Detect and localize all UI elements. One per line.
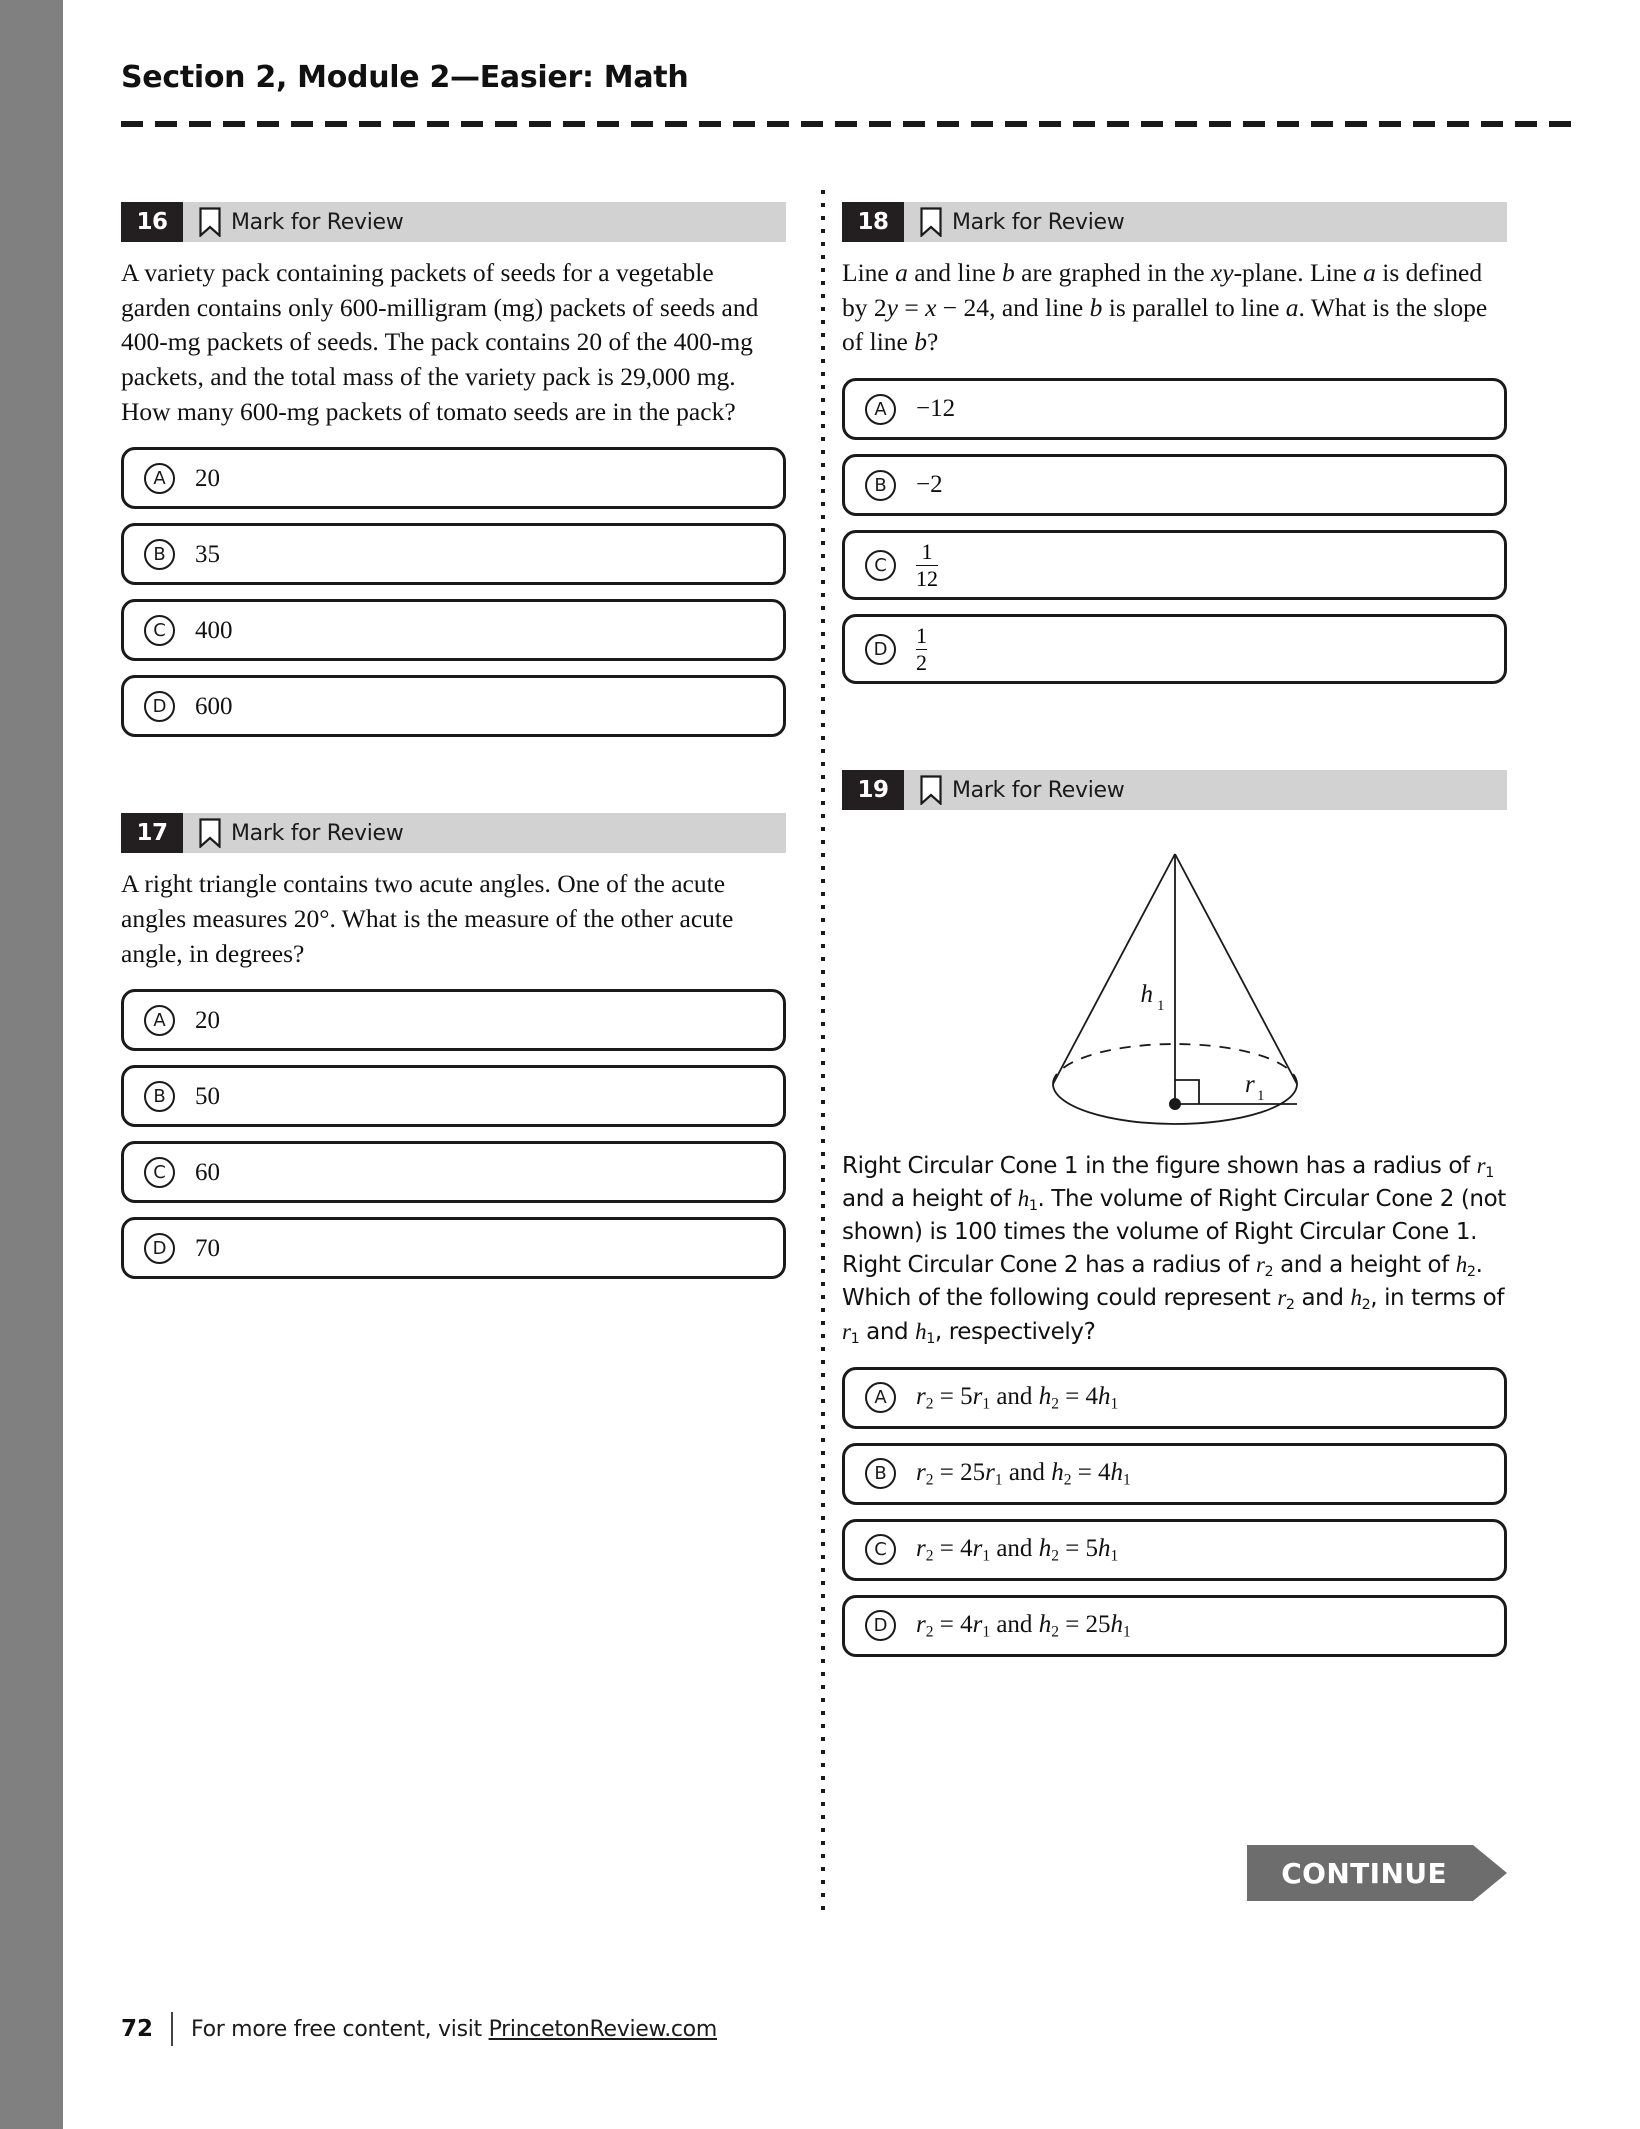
choice-18-C[interactable] — [842, 530, 1507, 600]
bookmark-icon — [920, 207, 942, 237]
question-16 — [121, 202, 786, 737]
choice-18-D-fraction — [916, 624, 927, 673]
choice-16-C[interactable] — [121, 599, 786, 661]
continue-row — [842, 1845, 1507, 1901]
mark-for-review-19[interactable] — [904, 770, 1124, 810]
svg-text:h: h — [1140, 981, 1153, 1009]
question-18-text: Line a and line b are graphed in the xy-plane. Line a is defined by 2y = x − 24, and line b is parallel to line a. What is the slope of line b? — [842, 258, 1488, 357]
footer-page-number: 72 — [121, 2016, 154, 2042]
footer-link[interactable]: PrincetonReview.com — [488, 2016, 717, 2042]
question-17-choices — [121, 989, 786, 1279]
question-18-header — [842, 202, 1507, 242]
choice-16-A-text: 20 — [195, 464, 220, 492]
footer-text — [191, 2017, 717, 2042]
question-17 — [121, 813, 786, 1279]
choice-18-D[interactable] — [842, 614, 1507, 684]
choice-bubble-A: A — [144, 1005, 175, 1036]
mark-for-review-18-label: Mark for Review — [952, 209, 1125, 235]
choice-19-A-text: $r_2 = 5r_1$ and $h_2 = 4h_1$ — [916, 1383, 1119, 1413]
left-column — [121, 202, 786, 1293]
question-18-choices — [842, 378, 1507, 684]
svg-text:1: 1 — [1156, 998, 1164, 1015]
question-17-number: 17 — [121, 813, 183, 853]
svg-text:1: 1 — [1256, 1088, 1264, 1105]
mark-for-review-19-label: Mark for Review — [952, 777, 1125, 803]
choice-19-D[interactable] — [842, 1595, 1507, 1657]
choice-19-B-text: $r_2 = 25r_1$ and $h_2 = 4h_1$ — [916, 1459, 1131, 1489]
question-16-header — [121, 202, 786, 242]
choice-16-C-text: 400 — [195, 616, 233, 644]
column-divider — [821, 190, 825, 1910]
choice-18-B-text: −2 — [916, 471, 943, 499]
continue-button-label: CONTINUE — [1281, 1856, 1447, 1890]
choice-17-A-text: 20 — [195, 1006, 220, 1034]
footer-text-before: For more free content, visit — [191, 2016, 489, 2042]
choice-19-D-text: $r_2 = 4r_1$ and $h_2 = 25h_1$ — [916, 1611, 1131, 1641]
svg-text:r: r — [1244, 1071, 1255, 1099]
choice-bubble-C: C — [144, 1157, 175, 1188]
bookmark-icon — [199, 818, 221, 848]
choice-bubble-D: D — [865, 1610, 896, 1641]
choice-bubble-D: D — [144, 691, 175, 722]
choice-bubble-B: B — [865, 470, 896, 501]
choice-16-B[interactable] — [121, 523, 786, 585]
fraction-denominator: 12 — [916, 565, 938, 591]
fraction-numerator: 1 — [921, 539, 933, 565]
choice-16-A[interactable] — [121, 447, 786, 509]
mark-for-review-17-label: Mark for Review — [231, 820, 404, 846]
footer-separator — [171, 2012, 173, 2046]
choice-16-B-text: 35 — [195, 540, 220, 568]
page-title: Section 2, Module 2—Easier: Math — [121, 60, 689, 95]
choice-bubble-C: C — [865, 550, 896, 581]
question-19-header — [842, 770, 1507, 810]
choice-bubble-C: C — [865, 1534, 896, 1565]
right-column — [842, 202, 1507, 1671]
choice-bubble-A: A — [865, 1382, 896, 1413]
cone-figure-wrap — [842, 836, 1507, 1136]
choice-bubble-B: B — [865, 1458, 896, 1489]
question-17-text: A right triangle contains two acute angles. One of the acute angles measures 20°. What is the measure of the other acute angle, in degrees? — [121, 869, 734, 968]
choice-17-C-text: 60 — [195, 1158, 220, 1186]
page-canvas — [63, 0, 1640, 2129]
choice-bubble-B: B — [144, 539, 175, 570]
choice-18-C-fraction — [916, 540, 938, 589]
mark-for-review-17[interactable] — [183, 813, 403, 853]
choice-bubble-D: D — [865, 634, 896, 665]
fraction-denominator: 2 — [916, 649, 927, 675]
bookmark-icon — [920, 775, 942, 805]
choice-19-C[interactable] — [842, 1519, 1507, 1581]
bookmark-icon — [199, 207, 221, 237]
choice-18-A-text: −12 — [916, 395, 956, 423]
choice-16-D[interactable] — [121, 675, 786, 737]
page-footer — [121, 2012, 717, 2046]
choice-19-A[interactable] — [842, 1367, 1507, 1429]
fraction-numerator: 1 — [916, 623, 927, 649]
choice-bubble-B: B — [144, 1081, 175, 1112]
page-header — [121, 60, 1581, 127]
choice-bubble-D: D — [144, 1233, 175, 1264]
choice-17-B-text: 50 — [195, 1082, 220, 1110]
question-19-choices — [842, 1367, 1507, 1657]
choice-bubble-C: C — [144, 615, 175, 646]
choice-17-C[interactable] — [121, 1141, 786, 1203]
question-16-choices — [121, 447, 786, 737]
choice-16-D-text: 600 — [195, 692, 233, 720]
choice-18-A[interactable] — [842, 378, 1507, 440]
right-circular-cone-figure — [1005, 836, 1345, 1136]
continue-button[interactable] — [1247, 1845, 1507, 1901]
question-18 — [842, 202, 1507, 684]
header-dashed-rule — [121, 121, 1581, 127]
mark-for-review-18[interactable] — [904, 202, 1124, 242]
choice-19-B[interactable] — [842, 1443, 1507, 1505]
choice-17-B[interactable] — [121, 1065, 786, 1127]
question-16-text: A variety pack containing packets of seeds for a vegetable garden contains only 600-milligram (mg) packets of seeds and 400-mg packets of seeds. The pack contains 20 of the 400-mg packets, and the total mass of the variety pack is 29,000 mg. How many 600-mg packets of tomato seeds are in the pack? — [121, 258, 759, 426]
arrow-right-icon — [1473, 1845, 1507, 1901]
choice-19-C-text: $r_2 = 4r_1$ and $h_2 = 5h_1$ — [916, 1535, 1119, 1565]
question-16-number: 16 — [121, 202, 183, 242]
choice-18-B[interactable] — [842, 454, 1507, 516]
question-19-number: 19 — [842, 770, 904, 810]
page-spine-bar — [0, 0, 63, 2129]
question-18-number: 18 — [842, 202, 904, 242]
choice-17-A[interactable] — [121, 989, 786, 1051]
choice-bubble-A: A — [865, 394, 896, 425]
continue-button-body — [1247, 1845, 1473, 1901]
question-17-header — [121, 813, 786, 853]
choice-17-D-text: 70 — [195, 1234, 220, 1262]
choice-17-D[interactable] — [121, 1217, 786, 1279]
mark-for-review-16-label: Mark for Review — [231, 209, 404, 235]
question-19 — [842, 770, 1507, 1657]
choice-bubble-A: A — [144, 463, 175, 494]
mark-for-review-16[interactable] — [183, 202, 403, 242]
question-19-text: Right Circular Cone 1 in the figure shown has a radius of $r_1$ and a height of $h_1$. The volume of Right Circular Cone 2 (not shown) is 100 times the volume of Right Circular Cone 1. Right Circular Cone 2 has a radius of $r_2$ and a height of $h_2$. Which of the following could represent $r_2$ and $h_2$, in terms of $r_1$ and $h_1$, respectively? — [842, 1153, 1506, 1347]
